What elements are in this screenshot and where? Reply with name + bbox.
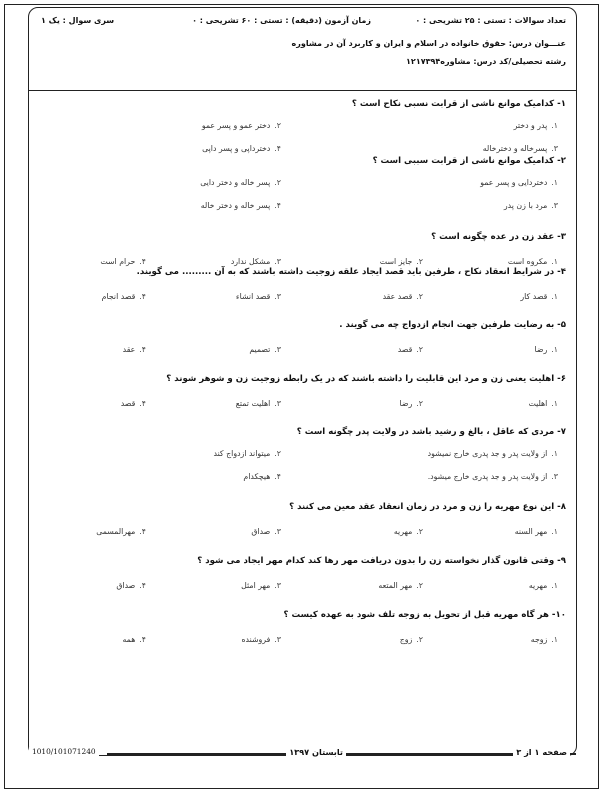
question-9 bbox=[37, 556, 566, 590]
question-6 bbox=[37, 374, 566, 408]
option-number: ۳. bbox=[274, 527, 281, 536]
option-number: ۳. bbox=[274, 345, 281, 354]
option-number: ۲. bbox=[416, 527, 423, 536]
option-number: ۳. bbox=[274, 292, 281, 301]
option-number: ۲. bbox=[274, 449, 281, 458]
option-text: قصد bbox=[397, 345, 413, 354]
option-3[interactable] bbox=[483, 144, 558, 153]
option-number: ۳. bbox=[551, 472, 558, 481]
option-1[interactable] bbox=[531, 635, 558, 644]
option-number: ۱. bbox=[551, 257, 558, 266]
option-text: اهلیت تمتع bbox=[235, 399, 271, 408]
option-3[interactable] bbox=[504, 201, 558, 210]
option-3[interactable] bbox=[231, 257, 281, 266]
option-number: ۳. bbox=[551, 201, 558, 210]
option-text: حرام است bbox=[100, 257, 136, 266]
total-questions: تعداد سوالات : تستی : ۲۵ تشریحی : ۰ bbox=[415, 16, 566, 25]
option-2[interactable] bbox=[202, 121, 281, 130]
option-number: ۱. bbox=[551, 527, 558, 536]
option-number: ۳. bbox=[551, 144, 558, 153]
option-number: ۲. bbox=[416, 399, 423, 408]
option-text: دخترداپی و پسر داپی bbox=[202, 144, 271, 153]
field-code: رشته تحصیلی/کد درس: مشاوره۱۲۱۷۳۹۴ bbox=[406, 57, 566, 66]
option-4[interactable] bbox=[96, 527, 146, 536]
option-number: ۴. bbox=[139, 345, 146, 354]
option-text: پدر و دختر bbox=[513, 121, 548, 130]
option-text: مهر المتعه bbox=[378, 581, 413, 590]
question-3 bbox=[37, 232, 566, 266]
option-text: جایز است bbox=[379, 257, 413, 266]
option-2[interactable] bbox=[400, 635, 423, 644]
exam-header bbox=[29, 8, 576, 91]
option-number: ۲. bbox=[274, 178, 281, 187]
question-text: ۴- در شرایط انعقاد نکاح ، طرفین باید قصد ایجاد علقه زوجیت داشته باشند که به آن ......... می گویند. bbox=[136, 267, 566, 277]
option-number: ۴. bbox=[139, 399, 146, 408]
series: سری سوال : یک ۱ bbox=[41, 16, 115, 25]
question-text: ۲- کدامیک موانع ناشی از قرابت سببی است ؟ bbox=[372, 156, 566, 166]
option-text: دختردایی و پسر عمو bbox=[480, 178, 548, 187]
page-footer bbox=[29, 747, 576, 761]
option-2[interactable] bbox=[213, 449, 281, 458]
question-1 bbox=[37, 99, 566, 153]
option-text: دختر عمو و پسر عمو bbox=[201, 121, 271, 130]
option-1[interactable] bbox=[480, 178, 558, 187]
page-number: صفحه ۱ از ۳ bbox=[513, 747, 570, 757]
option-text: همه bbox=[122, 635, 136, 644]
exam-term: تابستان ۱۳۹۷ bbox=[286, 747, 346, 757]
option-text: مشکل ندارد bbox=[230, 257, 271, 266]
option-text: قصد عقد bbox=[382, 292, 413, 301]
option-1[interactable] bbox=[428, 449, 558, 458]
option-text: زوج bbox=[399, 635, 413, 644]
option-text: رضا bbox=[399, 399, 413, 408]
option-1[interactable] bbox=[528, 399, 558, 408]
question-10 bbox=[37, 610, 566, 644]
option-number: ۲. bbox=[416, 635, 423, 644]
option-2[interactable] bbox=[380, 257, 423, 266]
exam-time: زمان آزمون (دقیقه) : تستی : ۶۰ تشریحی : ۰ bbox=[192, 16, 371, 25]
question-text: ۶- اهلیت یعنی زن و مرد این قابلیت را داشته باشند که در یک رابطه زوجیت زن و شوهر شوند ؟ bbox=[166, 374, 566, 384]
option-2[interactable] bbox=[400, 399, 423, 408]
question-text: ۳- عقد زن در عده چگونه است ؟ bbox=[431, 232, 566, 242]
option-number: ۴. bbox=[139, 527, 146, 536]
option-number: ۲. bbox=[416, 257, 423, 266]
question-text: ۸- این نوع مهریه را زن و مرد در زمان انعقاد عقد معین می کنند ؟ bbox=[289, 502, 566, 512]
option-text: قصد انجام bbox=[101, 292, 136, 301]
option-text: قصد انشاء bbox=[235, 292, 271, 301]
option-1[interactable] bbox=[529, 581, 558, 590]
option-text: پسرخاله و دخترخاله bbox=[482, 144, 548, 153]
option-number: ۱. bbox=[551, 449, 558, 458]
exam-sheet bbox=[28, 7, 577, 756]
option-text: میتواند ازدواج کند bbox=[213, 449, 271, 458]
option-4[interactable] bbox=[102, 292, 146, 301]
option-number: ۱. bbox=[551, 345, 558, 354]
option-number: ۴. bbox=[274, 144, 281, 153]
option-number: ۱. bbox=[551, 399, 558, 408]
option-text: قصد کار bbox=[520, 292, 548, 301]
option-4[interactable] bbox=[121, 399, 146, 408]
option-text: مهر امثل bbox=[241, 581, 271, 590]
option-text: قصد bbox=[120, 399, 136, 408]
option-number: ۱. bbox=[551, 178, 558, 187]
option-4[interactable] bbox=[123, 635, 147, 644]
question-text: ۱- کدامیک موانع ناشی از قرابت نسبی نکاح است ؟ bbox=[351, 99, 566, 109]
option-2[interactable] bbox=[200, 178, 281, 187]
option-1[interactable] bbox=[535, 345, 558, 354]
option-text: زوجه bbox=[530, 635, 548, 644]
option-number: ۱. bbox=[551, 121, 558, 130]
option-2[interactable] bbox=[398, 345, 423, 354]
option-number: ۱. bbox=[551, 635, 558, 644]
option-text: پسر خاله و دختر دایی bbox=[200, 178, 271, 187]
option-text: مهرالمسمی bbox=[96, 527, 136, 536]
option-text: فروشنده bbox=[241, 635, 271, 644]
option-2[interactable] bbox=[394, 527, 423, 536]
option-number: ۳. bbox=[274, 399, 281, 408]
option-text: صداق bbox=[116, 581, 136, 590]
question-text: ۹- وقتی قانون گذار نخواسته زن را بدون دریافت مهر رها کند کدام مهر ایجاد می شود ؟ bbox=[197, 556, 566, 566]
question-text: ۱۰- هر گاه مهریه قبل از تحویل به زوجه تلف شود به عهده کیست ؟ bbox=[283, 610, 566, 620]
option-4[interactable] bbox=[201, 201, 281, 210]
question-5 bbox=[37, 320, 566, 354]
option-1[interactable] bbox=[508, 257, 558, 266]
option-number: ۴. bbox=[139, 581, 146, 590]
option-number: ۴. bbox=[139, 635, 146, 644]
option-4[interactable] bbox=[100, 257, 146, 266]
option-text: عقد bbox=[122, 345, 136, 354]
question-7 bbox=[37, 427, 566, 481]
option-number: ۲. bbox=[416, 292, 423, 301]
option-number: ۴. bbox=[274, 201, 281, 210]
option-text: از ولایت پدر و جد پدری خارج میشود. bbox=[427, 472, 548, 481]
option-text: مهریه bbox=[528, 581, 548, 590]
course-title: عنـــوان درس: حقوق خانواده در اسلام و ایران و کاربرد آن در مشاوره bbox=[291, 39, 566, 48]
option-1[interactable] bbox=[520, 292, 558, 301]
option-number: ۳. bbox=[274, 581, 281, 590]
question-2 bbox=[37, 156, 566, 210]
option-3[interactable] bbox=[251, 527, 281, 536]
option-2[interactable] bbox=[378, 581, 423, 590]
option-4[interactable] bbox=[243, 472, 281, 481]
option-number: ۲. bbox=[416, 581, 423, 590]
option-2[interactable] bbox=[383, 292, 423, 301]
option-text: مرد با زن پدر bbox=[503, 201, 548, 210]
option-number: ۱. bbox=[551, 292, 558, 301]
option-number: ۲. bbox=[416, 345, 423, 354]
option-4[interactable] bbox=[123, 345, 146, 354]
option-text: صداق bbox=[251, 527, 271, 536]
option-text: هیچکدام bbox=[243, 472, 271, 481]
option-3[interactable] bbox=[236, 292, 281, 301]
option-3[interactable] bbox=[241, 635, 281, 644]
exam-code: 1010/101071240 bbox=[29, 747, 99, 756]
option-text: پسر خاله و دختر خاله bbox=[200, 201, 271, 210]
option-3[interactable] bbox=[428, 472, 558, 481]
option-text: مهریه bbox=[393, 527, 413, 536]
option-number: ۲. bbox=[274, 121, 281, 130]
option-number: ۴. bbox=[274, 472, 281, 481]
option-number: ۱. bbox=[551, 581, 558, 590]
option-4[interactable] bbox=[116, 581, 146, 590]
option-3[interactable] bbox=[236, 399, 281, 408]
option-number: ۴. bbox=[139, 292, 146, 301]
option-text: تصمیم bbox=[249, 345, 271, 354]
option-number: ۳. bbox=[274, 635, 281, 644]
option-number: ۴. bbox=[139, 257, 146, 266]
question-4 bbox=[37, 267, 566, 301]
option-text: رضا bbox=[534, 345, 548, 354]
question-8 bbox=[37, 502, 566, 536]
option-text: اهلیت bbox=[528, 399, 548, 408]
question-text: ۷- مردی که عاقل ، بالغ و رشید باشد در ولایت پدر چگونه است ؟ bbox=[296, 427, 566, 437]
question-text: ۵- به رضایت طرفین جهت انجام ازدواج چه می گویند . bbox=[339, 320, 566, 330]
option-3[interactable] bbox=[249, 345, 281, 354]
option-3[interactable] bbox=[241, 581, 281, 590]
option-number: ۳. bbox=[274, 257, 281, 266]
option-text: مهر السنه bbox=[514, 527, 548, 536]
option-4[interactable] bbox=[202, 144, 281, 153]
option-text: مکروه است bbox=[507, 257, 548, 266]
option-text: از ولایت پدر و جد پدری خارج نمیشود bbox=[427, 449, 548, 458]
option-1[interactable] bbox=[515, 527, 558, 536]
option-1[interactable] bbox=[514, 121, 558, 130]
